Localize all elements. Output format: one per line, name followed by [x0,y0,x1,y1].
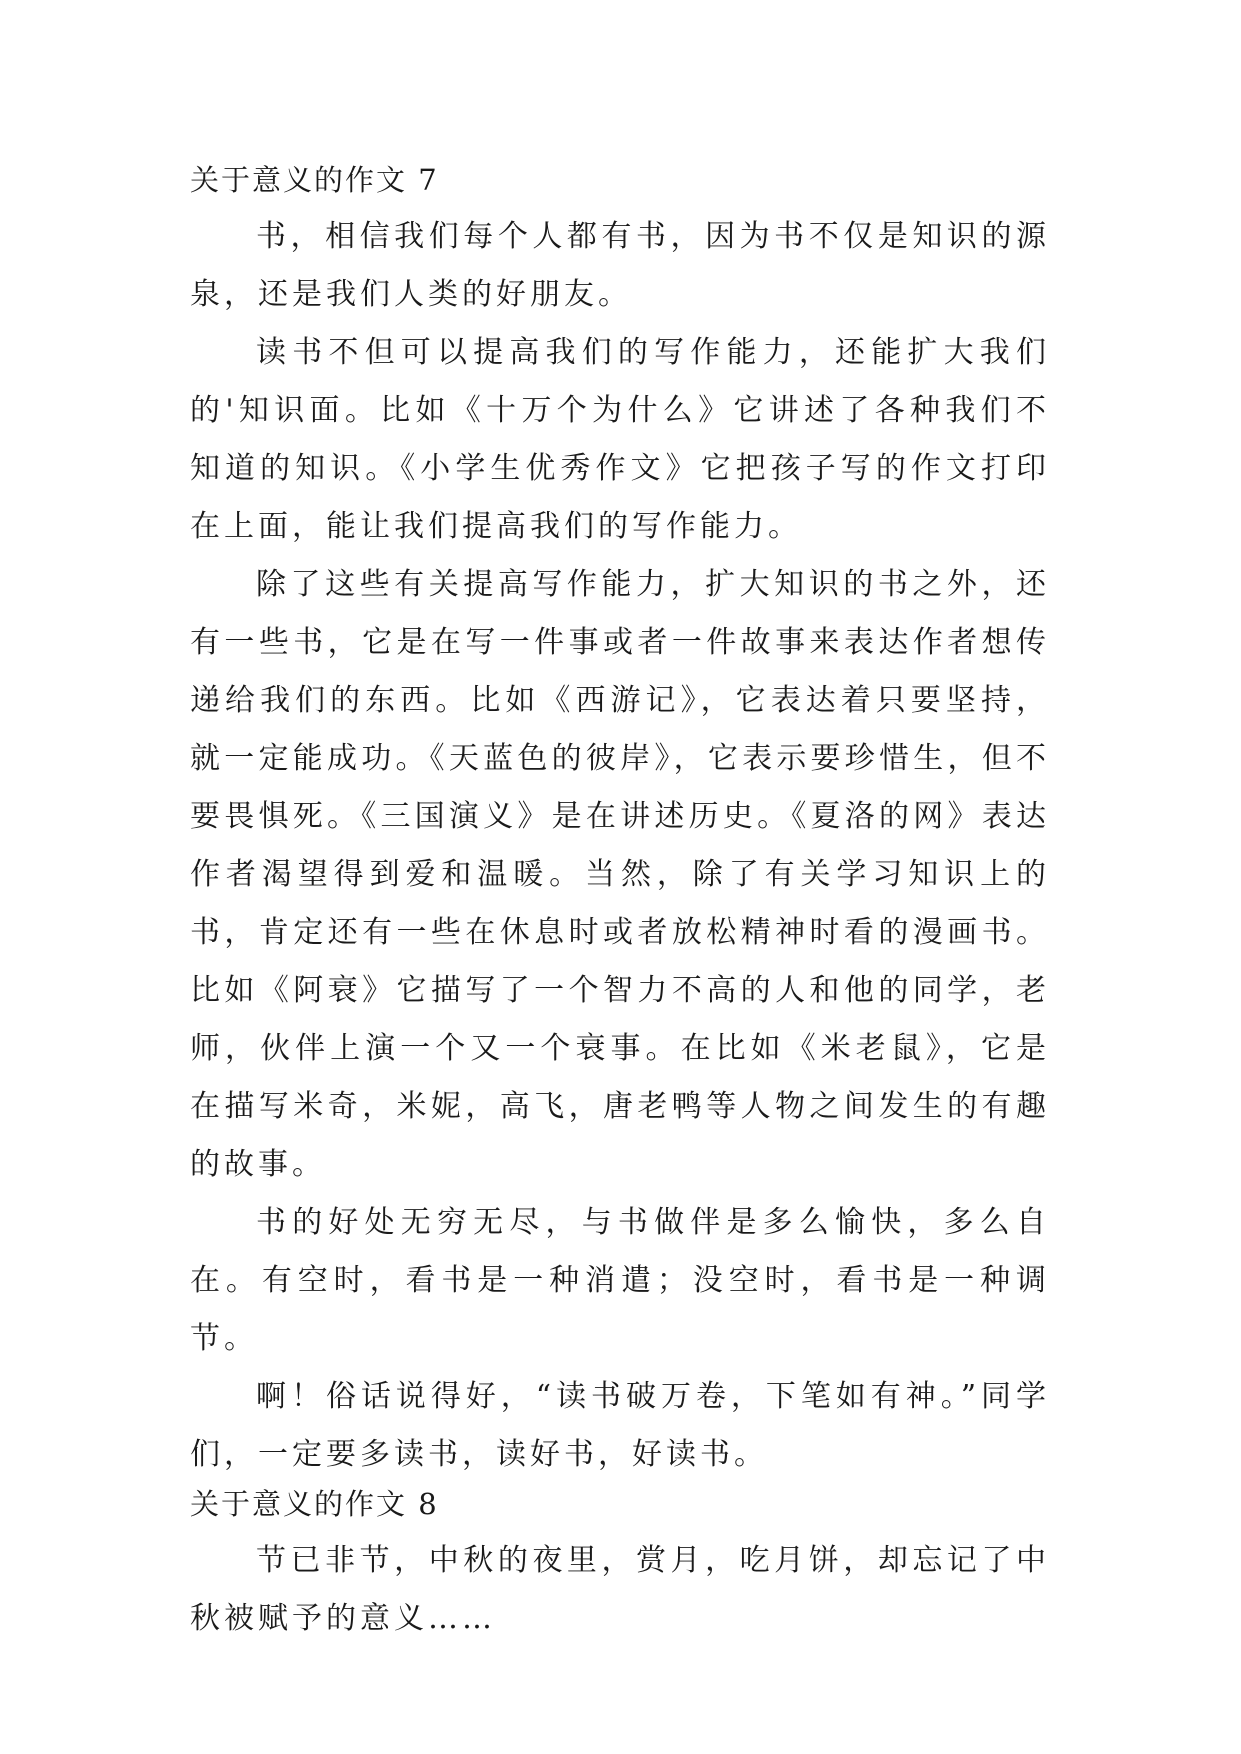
article-8-paragraph-1: 节已非节，中秋的夜里，赏月，吃月饼，却忘记了中秋被赋予的意义…… [190,1543,1050,1636]
article-7-paragraph-3: 除了这些有关提高写作能力，扩大知识的书之外，还有一些书，它是在写一件事或者一件故事来表达作者想传递给我们的东西。比如《西游记》，它表达着只要坚持，就一定能成功。《天蓝色的彼岸》，它表示要珍惜生，但不要畏惧死。《三国演义》是在讲述历史。《夏洛的网》表达作者渴望得到爱和温暖。当然，除了有关学习知识上的书，肯定还有一些在休息时或者放松精神时看的漫画书。比如《阿衰》它描写了一个智力不高的人和他的同学，老师，伙伴上演一个又一个衰事。在比如《米老鼠》，它是在描写米奇，米妮，高飞，唐老鸭等人物之间发生的有趣的故事。 [190,567,1050,1182]
article-7-paragraph-4: 书的好处无穷无尽，与书做伴是多么愉快，多么自在。有空时，看书是一种消遣；没空时，看书是一种调节。 [190,1205,1050,1356]
article-7-paragraph-1: 书，相信我们每个人都有书，因为书不仅是知识的源泉，还是我们人类的好朋友。 [190,219,1050,312]
article-8-title: 关于意义的作文 8 [190,1487,439,1521]
article-7-paragraph-5: 啊！俗话说得好，“读书破万卷，下笔如有神。”同学们，一定要多读书，读好书，好读书。 [190,1379,1050,1472]
article-7-paragraph-2: 读书不但可以提高我们的写作能力，还能扩大我们的'知识面。比如《十万个为什么》它讲述了各种我们不知道的知识。《小学生优秀作文》它把孩子写的作文打印在上面，能让我们提高我们的写作能力。 [190,335,1050,544]
article-7-title: 关于意义的作文 7 [190,163,439,197]
document-page [190,160,1050,1648]
